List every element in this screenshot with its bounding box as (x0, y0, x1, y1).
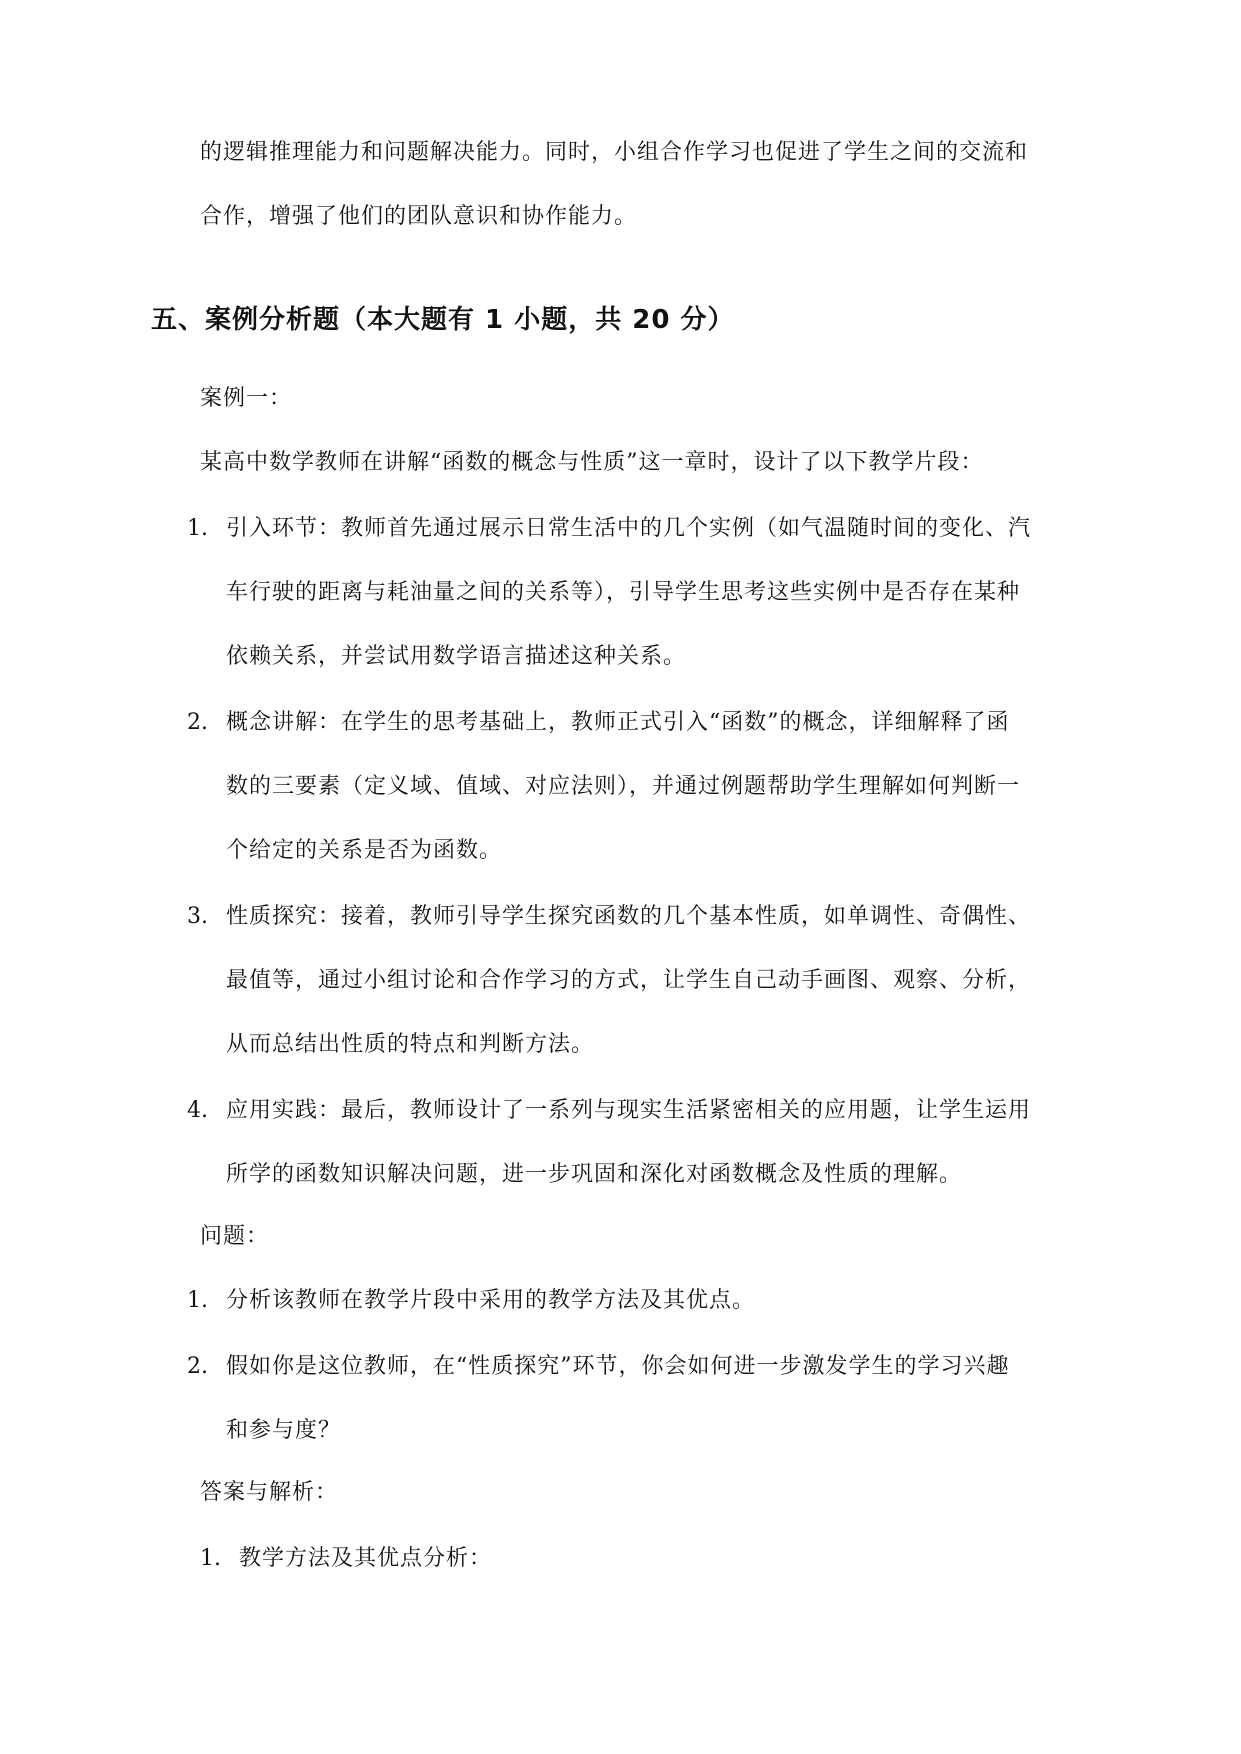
step-4-line-1: 应用实践：最后，教师设计了一系列与现实生活紧密相关的应用题，让学生运用 (226, 1098, 1032, 1123)
answer-1-number: 1. (200, 1546, 221, 1571)
case-intro: 某高中数学教师在讲解“函数的概念与性质”这一章时，设计了以下教学片段： (200, 450, 984, 475)
step-1-number: 1. (187, 516, 208, 541)
step-3-line-3: 从而总结出性质的特点和判断方法。 (226, 1032, 595, 1057)
step-2-line-1: 概念讲解：在学生的思考基础上，教师正式引入“函数”的概念，详细解释了函 (226, 710, 1010, 735)
step-3-number: 3. (187, 904, 208, 929)
question-1-line-1: 分析该教师在教学片段中采用的教学方法及其优点。 (226, 1288, 756, 1313)
section-heading: 五、案例分析题（本大题有 1 小题，共 20 分） (151, 305, 735, 335)
questions-label: 问题： (200, 1224, 270, 1249)
intro-line-2: 合作，增强了他们的团队意识和协作能力。 (200, 204, 638, 229)
answer-1-text: 教学方法及其优点分析： (239, 1546, 493, 1571)
step-2-number: 2. (187, 710, 208, 735)
step-2-line-3: 个给定的关系是否为函数。 (226, 838, 503, 863)
question-2-line-1: 假如你是这位教师，在“性质探究”环节，你会如何进一步激发学生的学习兴趣 (226, 1354, 1010, 1379)
step-4-number: 4. (187, 1098, 208, 1123)
question-1-number: 1. (187, 1288, 208, 1313)
step-1-line-3: 依赖关系，并尝试用数学语言描述这种关系。 (226, 644, 687, 669)
intro-line-1: 的逻辑推理能力和问题解决能力。同时，小组合作学习也促进了学生之间的交流和 (200, 140, 1029, 165)
step-4-line-2: 所学的函数知识解决问题，进一步巩固和深化对函数概念及性质的理解。 (226, 1162, 963, 1187)
question-2-number: 2. (187, 1354, 208, 1379)
answer-label: 答案与解析： (200, 1480, 339, 1505)
step-2-line-2: 数的三要素（定义域、值域、对应法则），并通过例题帮助学生理解如何判断一 (226, 774, 1021, 799)
step-3-line-2: 最值等，通过小组讨论和合作学习的方式，让学生自己动手画图、观察、分析， (226, 968, 1032, 993)
case-label: 案例一： (200, 386, 293, 411)
question-2-line-2: 和参与度？ (226, 1418, 342, 1443)
step-1-line-2: 车行驶的距离与耗油量之间的关系等），引导学生思考这些实例中是否存在某种 (226, 580, 1021, 605)
step-1-line-1: 引入环节：教师首先通过展示日常生活中的几个实例（如气温随时间的变化、汽 (226, 516, 1032, 541)
step-3-line-1: 性质探究：接着，教师引导学生探究函数的几个基本性质，如单调性、奇偶性、 (226, 904, 1032, 929)
